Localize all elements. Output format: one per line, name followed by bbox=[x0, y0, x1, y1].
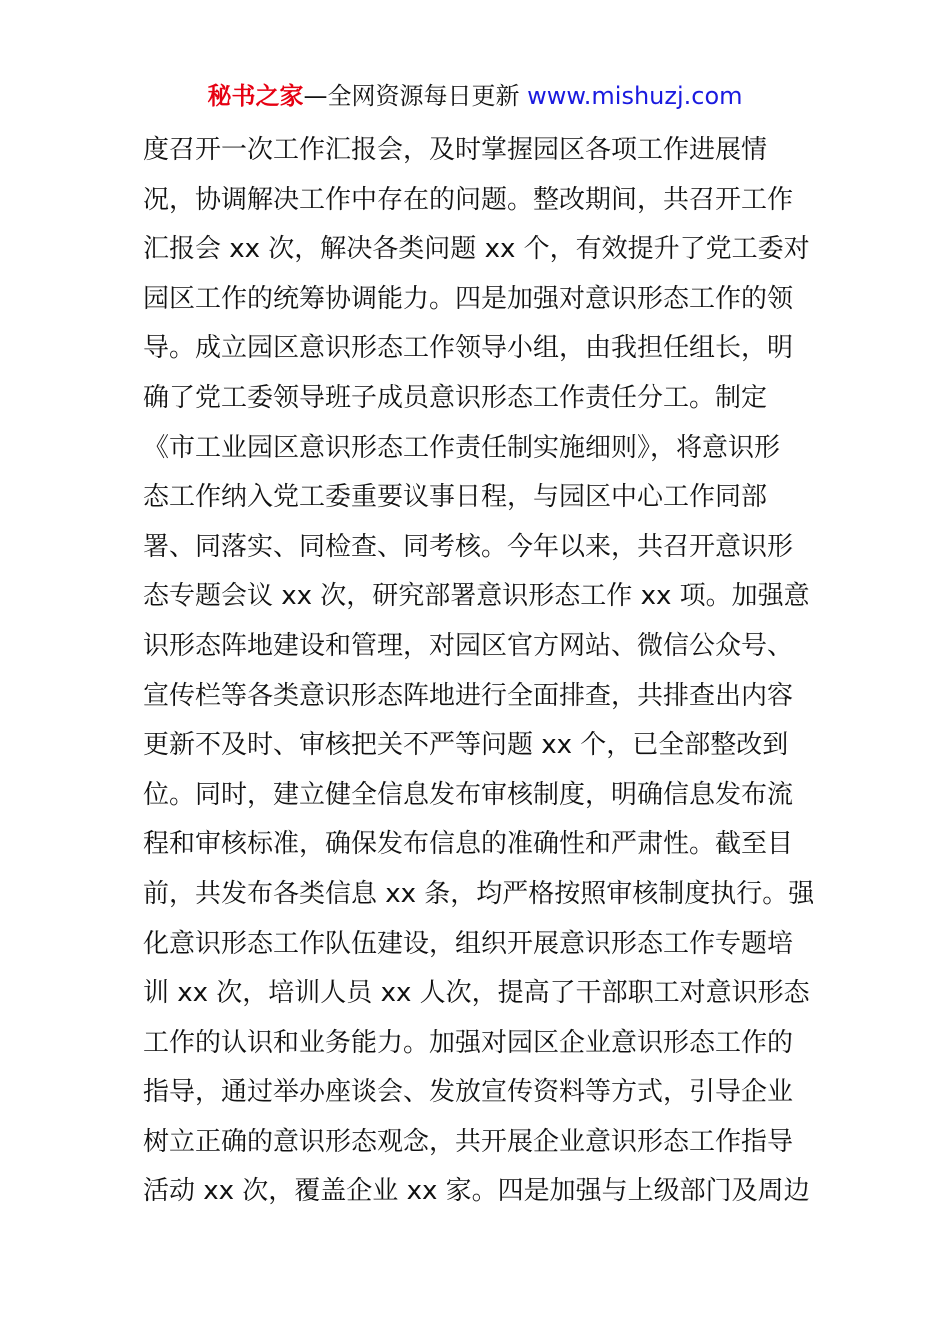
text-line: 态工作纳入党工委重要议事日程，与园区中心工作同部 bbox=[143, 482, 768, 513]
text-line: 程和审核标准，确保发布信息的准确性和严肃性。截至目 bbox=[143, 829, 794, 860]
text-line: 导。成立园区意识形态工作领导小组，由我担任组长，明 bbox=[143, 333, 794, 364]
text-line: 确了党工委领导班子成员意识形态工作责任分工。制定 bbox=[143, 382, 768, 413]
text-line: 态专题会议 xx 次，研究部署意识形态工作 xx 项。加强意 bbox=[143, 581, 810, 612]
document-body bbox=[143, 126, 823, 1217]
text-line: 工作的认识和业务能力。加强对园区企业意识形态工作的 bbox=[143, 1027, 794, 1058]
text-line: 宣传栏等各类意识形态阵地进行全面排查，共排查出内容 bbox=[143, 680, 794, 711]
text-line: 前，共发布各类信息 xx 条，均严格按照审核制度执行。强 bbox=[143, 878, 815, 909]
text-line: 指导，通过举办座谈会、发放宣传资料等方式，引导企业 bbox=[143, 1077, 794, 1108]
text-line: 度召开一次工作汇报会，及时掌握园区各项工作进展情 bbox=[143, 135, 768, 165]
site-header bbox=[0, 80, 950, 112]
text-line: 更新不及时、审核把关不严等问题 xx 个，已全部整改到 bbox=[143, 730, 789, 761]
text-line: 训 xx 次，培训人员 xx 人次，提高了干部职工对意识形态 bbox=[143, 978, 810, 1009]
site-brand: 秘书之家 bbox=[207, 82, 304, 110]
site-tagline: —全网资源每日更新 bbox=[303, 82, 528, 110]
text-line: 《市工业园区意识形态工作责任制实施细则》，将意识形 bbox=[143, 432, 781, 463]
text-line: 活动 xx 次，覆盖企业 xx 家。四是加强与上级部门及周边 bbox=[143, 1176, 810, 1207]
text-line: 树立正确的意识形态观念，共开展企业意识形态工作指导 bbox=[143, 1126, 794, 1157]
text-line: 园区工作的统筹协调能力。四是加强对意识形态工作的领 bbox=[143, 283, 794, 314]
text-line: 汇报会 xx 次，解决各类问题 xx 个，有效提升了党工委对 bbox=[143, 234, 810, 265]
text-line: 况，协调解决工作中存在的问题。整改期间，共召开工作 bbox=[143, 184, 794, 215]
text-line: 位。同时，建立健全信息发布审核制度，明确信息发布流 bbox=[143, 779, 794, 810]
text-line: 识形态阵地建设和管理，对园区官方网站、微信公众号、 bbox=[143, 630, 794, 661]
text-line: 署、同落实、同检查、同考核。今年以来，共召开意识形 bbox=[143, 531, 794, 562]
text-line: 化意识形态工作队伍建设，组织开展意识形态工作专题培 bbox=[143, 928, 794, 959]
site-url-link[interactable]: www.mishuzj.com bbox=[527, 82, 743, 110]
